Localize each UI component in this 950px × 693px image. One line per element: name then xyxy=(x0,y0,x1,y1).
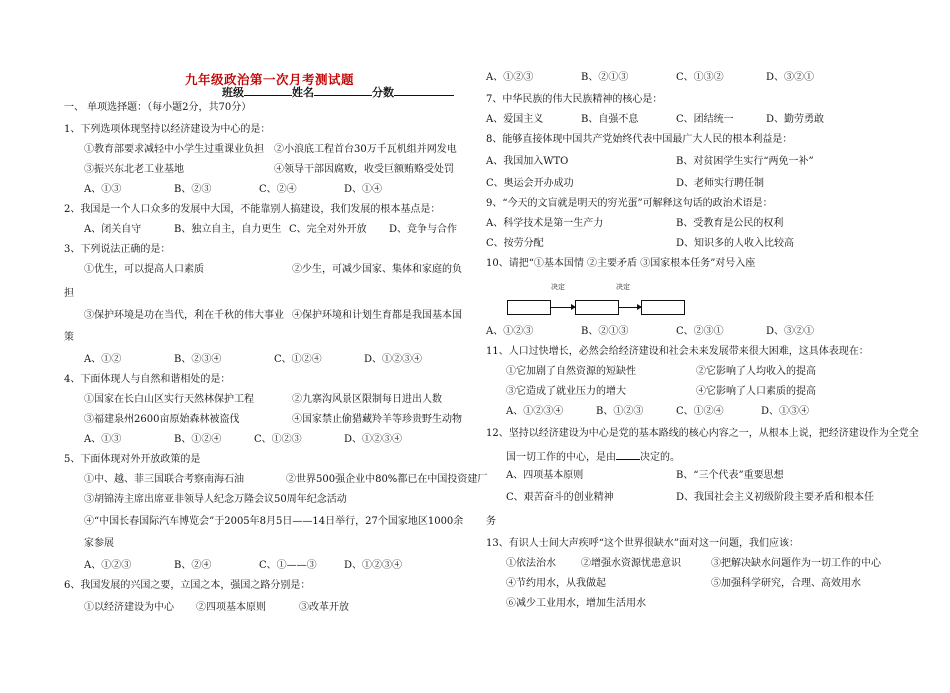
q8-option-a[interactable]: A、我国加入WTO xyxy=(486,156,569,167)
q12-answer-blank[interactable] xyxy=(616,450,640,460)
q9-option-b[interactable]: B、受教育是公民的权利 xyxy=(676,218,784,229)
q10-option-b[interactable]: B、②①③ xyxy=(581,326,629,337)
q11-statement-2: ②它影响了人均收入的提高 xyxy=(696,366,816,377)
q11-option-d[interactable]: D、①③④ xyxy=(761,406,810,417)
q3-option-d[interactable]: D、①②③④ xyxy=(364,354,423,365)
q1-statement-1: ①教育部要求减轻中小学生过重课业负担 xyxy=(84,144,264,155)
q8-option-d[interactable]: D、老师实行聘任制 xyxy=(676,178,765,189)
q5-option-c[interactable]: C、①——③ xyxy=(259,560,317,571)
q11-statement-3: ③它造成了就业压力的增大 xyxy=(506,386,626,397)
q1-statement-3: ③振兴东北老工业基地 xyxy=(84,164,184,175)
q4-statement-1: ①国家在长白山区实行天然林保护工程 xyxy=(84,394,254,405)
q2-option-a[interactable]: A、闭关自守 xyxy=(84,224,142,235)
q13-statement-1: ①依法治水 xyxy=(506,558,556,569)
q11-option-c[interactable]: C、①②④ xyxy=(676,406,724,417)
q4-option-a[interactable]: A、①③ xyxy=(84,434,122,445)
q10-decide-label-1: 决定 xyxy=(551,283,565,291)
q3-statement-1: ①优生，可以提高人口素质 xyxy=(84,264,204,275)
q13-statement-3: ③把解决缺水问题作为一切工作的中心 xyxy=(711,558,881,569)
q4-statement-4: ④国家禁止偷猎藏羚羊等珍贵野生动物 xyxy=(292,414,462,425)
q10-arrow-1 xyxy=(551,307,575,308)
q8-stem: 8、能够直接体现中国共产党始终代表中国最广大人民的根本利益是： xyxy=(486,134,793,145)
q5-statement-2: ②世界500强企业中80%都已在中国投资建厂 xyxy=(286,474,488,485)
q4-stem: 4、下面体现人与自然和谐相处的是： xyxy=(64,374,231,385)
q2-option-c[interactable]: C、完全对外开放 xyxy=(289,224,367,235)
q13-statement-6: ⑥减少工业用水，增加生活用水 xyxy=(506,598,646,609)
q4-statement-2: ②九寨沟风景区限制每日进出人数 xyxy=(292,394,442,405)
q13-statement-5: ⑤加强科学研究，合理、高效用水 xyxy=(711,578,861,589)
q2-option-b[interactable]: B、独立自主，自力更生 xyxy=(174,224,282,235)
q3-option-b[interactable]: B、②③④ xyxy=(174,354,222,365)
q1-option-d[interactable]: D、①④ xyxy=(344,184,383,195)
q7-option-b[interactable]: B、自强不息 xyxy=(581,114,639,125)
q1-option-b[interactable]: B、②③ xyxy=(174,184,212,195)
q3-statement-4-wrap: 策 xyxy=(64,332,74,343)
q5-stem: 5、下面体现对外开放政策的是 xyxy=(64,454,201,465)
class-label: 班级 xyxy=(222,86,244,99)
q11-option-b[interactable]: B、①②③ xyxy=(596,406,644,417)
q8-option-b[interactable]: B、对贫困学生实行“两免一补” xyxy=(676,156,814,167)
q9-stem: 9、“今天的文盲就是明天的穷光蛋”可解释这句话的政治术语是： xyxy=(486,198,773,209)
page-title: 九年级政治第一次月考测试题 xyxy=(185,72,355,87)
q10-option-c[interactable]: C、②③① xyxy=(676,326,724,337)
q10-stem: 10、请把“①基本国情 ②主要矛盾 ③国家根本任务”对号入座 xyxy=(486,258,756,269)
q6-option-b[interactable]: B、②①③ xyxy=(581,72,629,83)
q12-stem: 12、坚持以经济建设为中心是党的基本路线的核心内容之一，从根本上说，把经济建设作为全党全 xyxy=(486,428,919,439)
q3-statement-2-wrap: 担 xyxy=(64,288,74,299)
q5-statement-3: ③胡锦涛主席出席亚非领导人纪念万隆会议50周年纪念活动 xyxy=(84,494,347,505)
q6-stem: 6、我国发展的兴国之要，立国之本，强国之路分别是： xyxy=(64,580,311,591)
q10-option-d[interactable]: D、③②① xyxy=(766,326,815,337)
q3-option-c[interactable]: C、①②④ xyxy=(274,354,322,365)
q11-statement-4: ④它影响了人口素质的提高 xyxy=(696,386,816,397)
score-label: 分数 xyxy=(372,86,394,99)
q5-statement-4-wrap: 家参展 xyxy=(84,538,114,549)
q8-option-c[interactable]: C、奥运会开办成功 xyxy=(486,178,574,189)
q5-option-d[interactable]: D、①②③④ xyxy=(344,560,403,571)
q6-option-d[interactable]: D、③②① xyxy=(766,72,815,83)
q4-option-c[interactable]: C、①②③ xyxy=(254,434,302,445)
q6-option-c[interactable]: C、①③② xyxy=(676,72,724,83)
q10-blank-box-2[interactable] xyxy=(575,300,619,315)
q2-stem: 2、我国是一个人口众多的发展中大国，不能靠别人搞建设，我们发展的根本基点是： xyxy=(64,204,441,215)
q9-option-d[interactable]: D、知识多的人收入比较高 xyxy=(676,238,795,249)
q6-statement-2: ②四项基本原则 xyxy=(196,602,266,613)
q1-statement-2: ②小浪底工程首台30万千瓦机组并网发电 xyxy=(274,144,457,155)
q11-statement-1: ①它加剧了自然资源的短缺性 xyxy=(506,366,636,377)
section-heading: 一、 单项选择题：（每小题2分，共70分） xyxy=(64,102,252,113)
q10-decide-label-2: 决定 xyxy=(616,283,630,291)
q13-statement-4: ④节约用水，从我做起 xyxy=(506,578,606,589)
q1-option-c[interactable]: C、②④ xyxy=(259,184,297,195)
q7-stem: 7、中华民族的伟大民族精神的核心是： xyxy=(486,94,663,105)
q7-option-a[interactable]: A、爱国主义 xyxy=(486,114,544,125)
q12-stem-line-2 xyxy=(506,450,680,464)
score-field[interactable] xyxy=(394,85,454,96)
q5-option-b[interactable]: B、②④ xyxy=(174,560,212,571)
q9-option-c[interactable]: C、按劳分配 xyxy=(486,238,544,249)
q4-option-b[interactable]: B、①②④ xyxy=(174,434,222,445)
q12-option-d[interactable]: D、我国社会主义初级阶段主要矛盾和根本任 xyxy=(676,492,875,503)
q12-stem-part-2: 决定的。 xyxy=(640,452,680,463)
q10-blank-box-1[interactable] xyxy=(507,300,551,315)
q4-option-d[interactable]: D、①②③④ xyxy=(344,434,403,445)
q11-stem: 11、人口过快增长，必然会给经济建设和社会未来发展带来很大困难，这具体表现在： xyxy=(486,346,869,357)
q6-statement-1: ①以经济建设为中心 xyxy=(84,602,174,613)
q12-stem-part-1: 国一切工作的中心，是由 xyxy=(506,452,616,463)
q7-option-d[interactable]: D、勤劳勇敢 xyxy=(766,114,825,125)
q1-option-a[interactable]: A、①③ xyxy=(84,184,122,195)
q1-stem: 1、下列选项体现坚持以经济建设为中心的是： xyxy=(64,124,271,135)
q3-option-a[interactable]: A、①② xyxy=(84,354,122,365)
class-field[interactable] xyxy=(244,85,292,96)
q2-option-d[interactable]: D、竞争与合作 xyxy=(389,224,458,235)
q6-statement-3: ③改革开放 xyxy=(299,602,349,613)
q6-option-a[interactable]: A、①②③ xyxy=(486,72,534,83)
q13-stem: 13、有识人士间大声疾呼“这个世界很缺水”面对这一问题，我们应该： xyxy=(486,538,799,549)
name-field[interactable] xyxy=(314,85,372,96)
q3-statement-3: ③保护环境是功在当代，利在千秋的伟大事业 xyxy=(84,310,284,321)
q3-statement-4: ④保护环境和计划生育都是我国基本国 xyxy=(292,310,462,321)
name-label: 姓名 xyxy=(292,86,314,99)
q5-statement-4: ④“中国长春国际汽车博览会”于2005年8月5日——14日举行，27个国家地区1000余 xyxy=(84,516,464,527)
student-info-line xyxy=(222,84,454,100)
q12-option-b[interactable]: B、“三个代表”重要思想 xyxy=(676,470,784,481)
q10-option-a[interactable]: A、①②③ xyxy=(486,326,534,337)
q5-option-a[interactable]: A、①②③ xyxy=(84,560,132,571)
q3-stem: 3、下列说法正确的是： xyxy=(64,244,171,255)
q13-statement-2: ②增强水资源忧患意识 xyxy=(581,558,681,569)
q1-statement-4: ④领导干部因腐败，收受巨额贿赂受处罚 xyxy=(274,164,454,175)
q7-option-c[interactable]: C、团结统一 xyxy=(676,114,734,125)
q4-statement-3: ③福建泉州2600亩原始森林被盗伐 xyxy=(84,414,240,425)
q12-option-a[interactable]: A、四项基本原则 xyxy=(506,470,584,481)
q9-option-a[interactable]: A、科学技术是第一生产力 xyxy=(486,218,604,229)
q10-arrow-2 xyxy=(619,307,641,308)
q11-option-a[interactable]: A、①②③④ xyxy=(506,406,564,417)
q5-statement-1: ①中、越、菲三国联合考察南海石油 xyxy=(84,474,244,485)
q12-option-d-wrap: 务 xyxy=(486,516,496,527)
q10-blank-box-3[interactable] xyxy=(641,300,685,315)
q3-statement-2: ②少生，可减少国家、集体和家庭的负 xyxy=(292,264,462,275)
q12-option-c[interactable]: C、艰苦奋斗的创业精神 xyxy=(506,492,614,503)
